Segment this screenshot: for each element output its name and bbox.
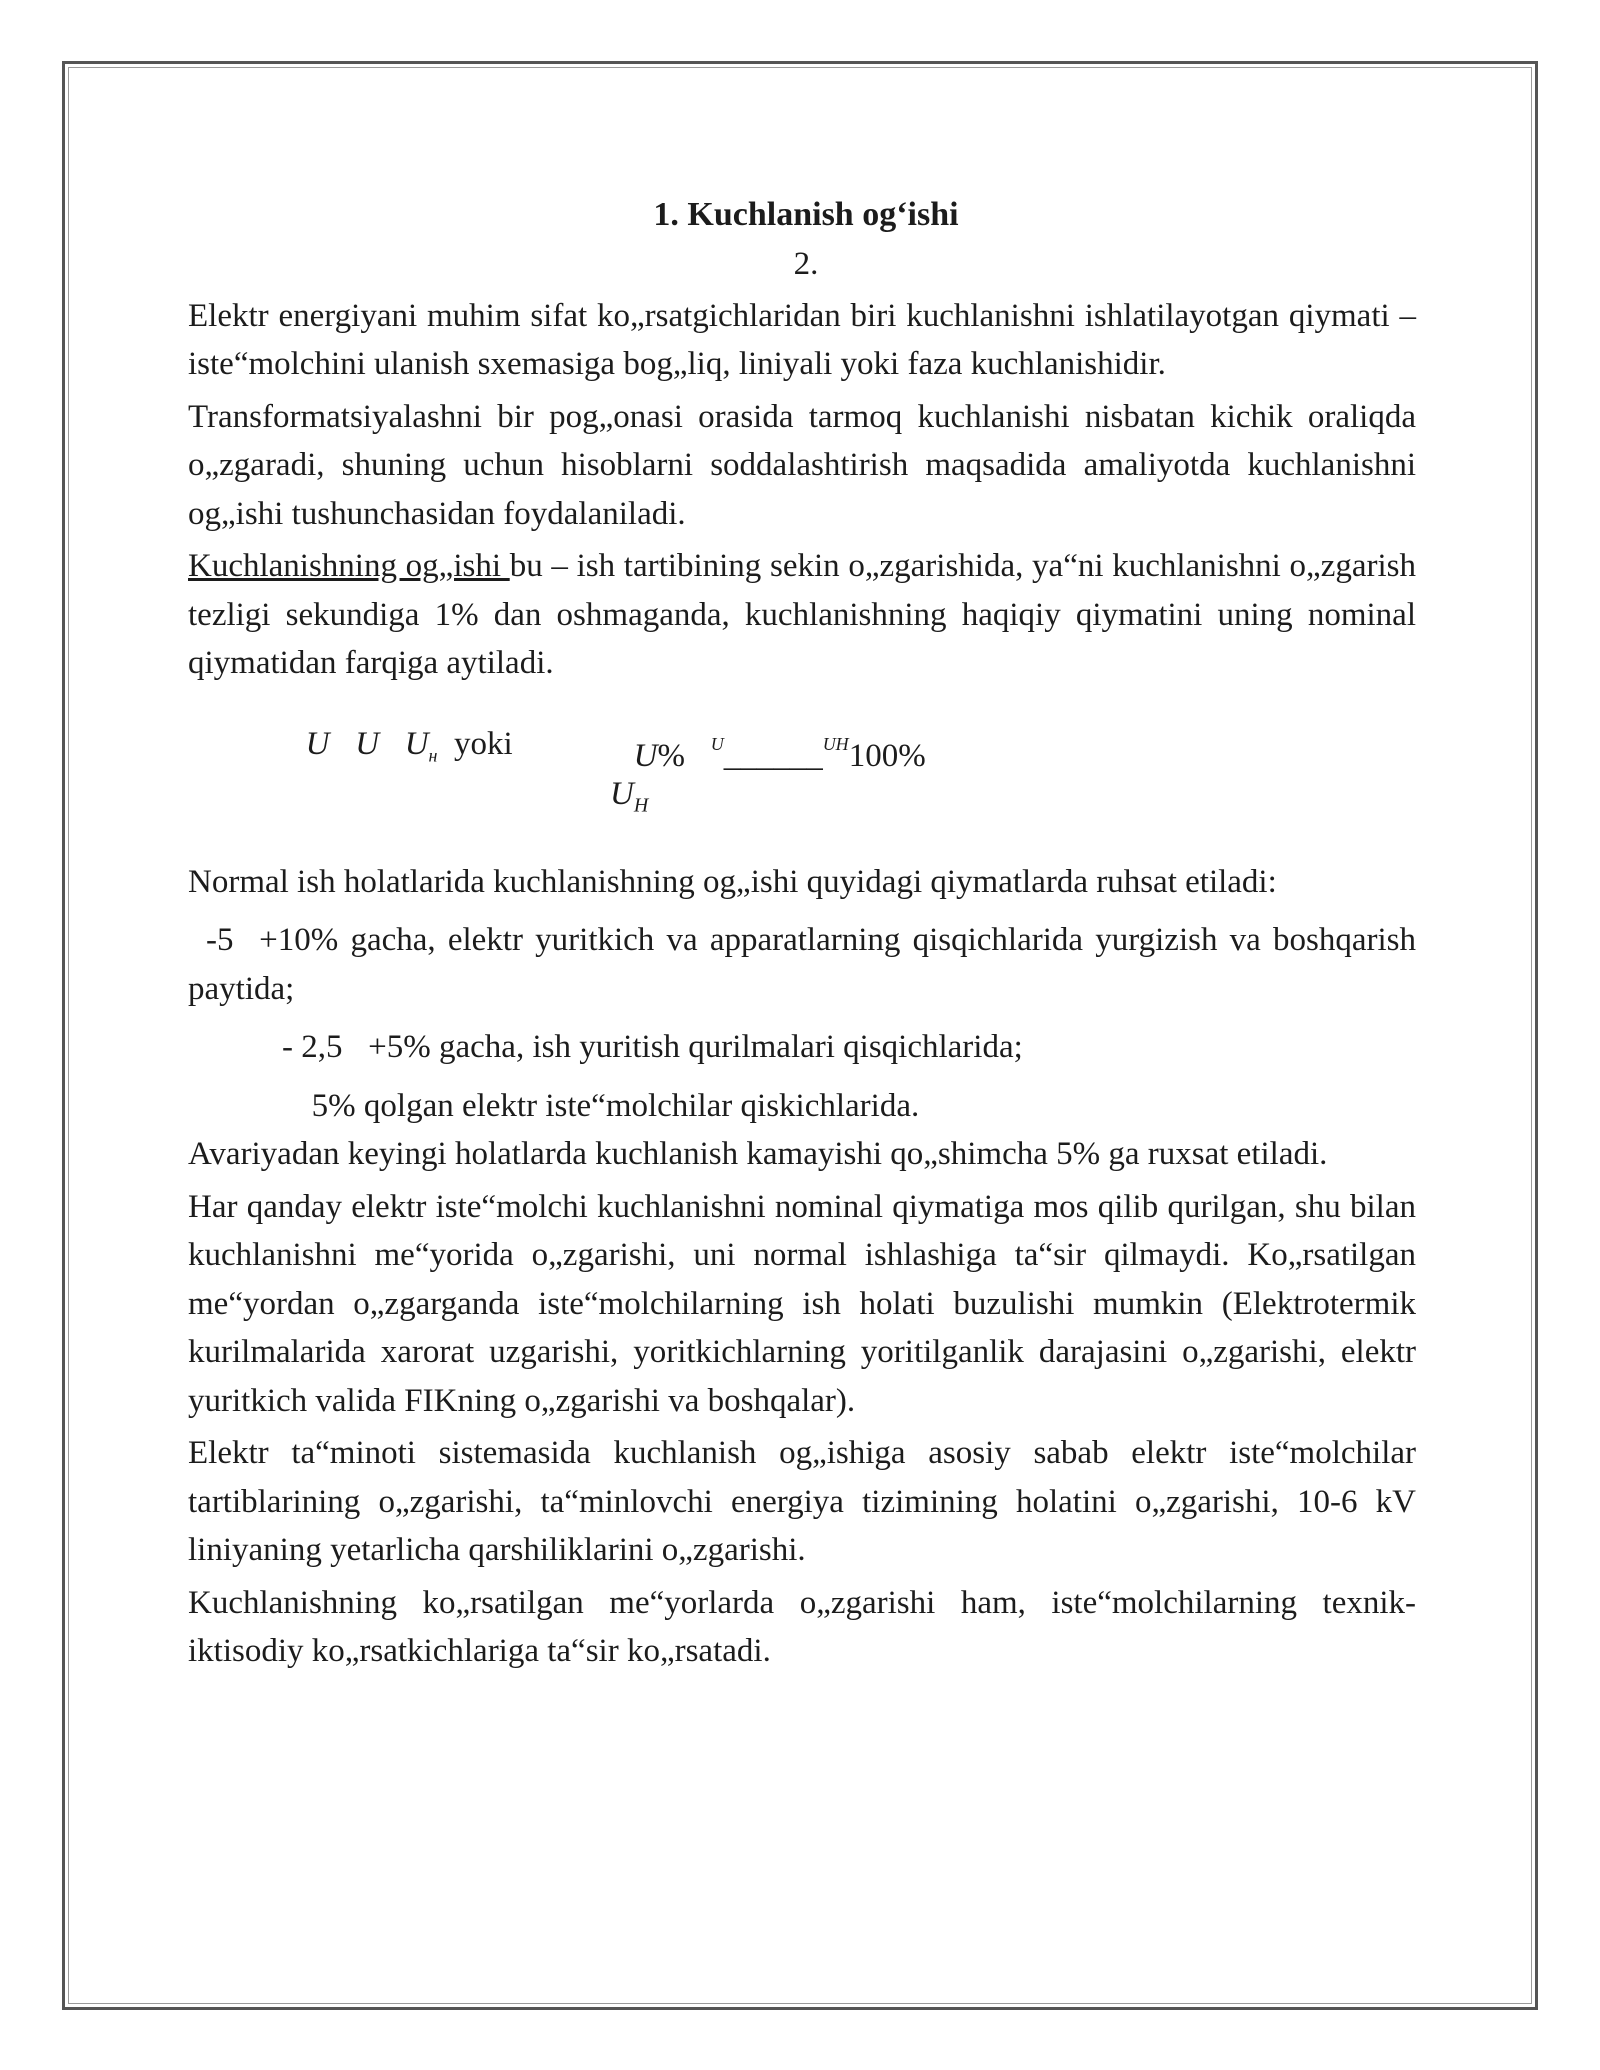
section-title: 1. Kuchlanish og‘ishi bbox=[653, 196, 959, 233]
list-item-3: 5% qolgan elektr iste“molchilar qiskichlarida. bbox=[286, 1087, 894, 1124]
paragraph-1: Elektr energiyani muhim sifat ko„rsatgichlaridan biri kuchlanishni ishlatilayotgan qiymati – iste“molchini ulanish sxemasiga bog„liq, liniyali yoki faza kuchlanishidir. bbox=[188, 297, 1416, 382]
paragraph-8: Kuchlanishning ko„rsatilgan me“yorlarda o„zgarishi ham, iste“molchilarning texnik-iktisodiy ko„rsatkichlariga ta“sir ko„rsatadi. bbox=[188, 1584, 1416, 1669]
paragraph-6: Har qanday elektr iste“molchi kuchlanishni nominal qiymatiga mos qilib qurilgan, shu bilan kuchlanishni me“yorida o„zgarishi, uni normal ishlashiga ta“sir qilmaydi. Ko„rsatilgan me“yordan o„zgarganda iste“molchilarning ish holati buzulishi mumkin (Elektrotermik kurilmalarida xarorat uzgarishi, yoritkichlarning yoritilganlik darajasini o„zgarishi, elektr yuritkich valida FIKning o„zgarishi va boshqalar). bbox=[188, 1188, 1416, 1419]
deviation-formula bbox=[188, 712, 1416, 852]
paragraph-3-text: bu – ish tartibining sekin o„zgarishida, ya“ni kuchlanishni o„zgarish tezligi sekundiga 1% dan oshmaganda, kuchlanishning haqiqiy qiymatini uning nominal qiymatidan farqiga aytiladi. bbox=[188, 548, 1416, 681]
defined-term: Kuchlanishning og„ishi bbox=[188, 548, 510, 584]
document-body bbox=[188, 190, 1416, 1676]
formula-percent: U% $^U$______$^{UH}$100% bbox=[608, 733, 883, 774]
list-item-2: - 2,5 +5% gacha, ish yuritish qurilmalari qisqichlarida; bbox=[282, 1029, 1006, 1065]
list-item-1: -5 +10% gacha, elektr yuritkich va apparatlarning qisqichlarida yurgizish va boshqarish paytida; bbox=[188, 922, 1416, 1007]
paragraph-7: Elektr ta“minoti sistemasida kuchlanish og„ishiga asosiy sabab elektr iste“molchilar tartiblarining o„zgarishi, ta“minlovchi energiya tizimining holatini o„zgarishi, 10-6 kV liniyaning yetarlicha qarshiliklarini o„zgarishi. bbox=[188, 1435, 1416, 1568]
formula-denominator: $U_H$ bbox=[610, 775, 649, 817]
fraction-line: ______ bbox=[680, 737, 780, 774]
paragraph-5: Avariyadan keyingi holatlarda kuchlanish kamayishi qo„shimcha 5% ga ruxsat etiladi. bbox=[188, 1136, 1328, 1172]
paragraph-3 bbox=[188, 542, 1416, 688]
formula-yoki: yoki bbox=[393, 725, 453, 762]
paragraph-4: Normal ish holatlarida kuchlanishning og„ishi quyidagi qiymatlarda ruhsat etiladi: bbox=[188, 863, 1277, 900]
formula-absolute: U U $U_н$ yoki bbox=[280, 720, 513, 780]
section-subnumber: 2. bbox=[793, 246, 819, 282]
paragraph-2: Transformatsiyalashni bir pog„onasi orasida tarmoq kuchlanishi nisbatan kichik oraliqda o„zgaradi, shuning uchun hisoblarni soddalashtirish maqsadida amaliyotda kuchlanishni og„ishi tushunchasidan foydalaniladi. bbox=[188, 398, 1416, 532]
